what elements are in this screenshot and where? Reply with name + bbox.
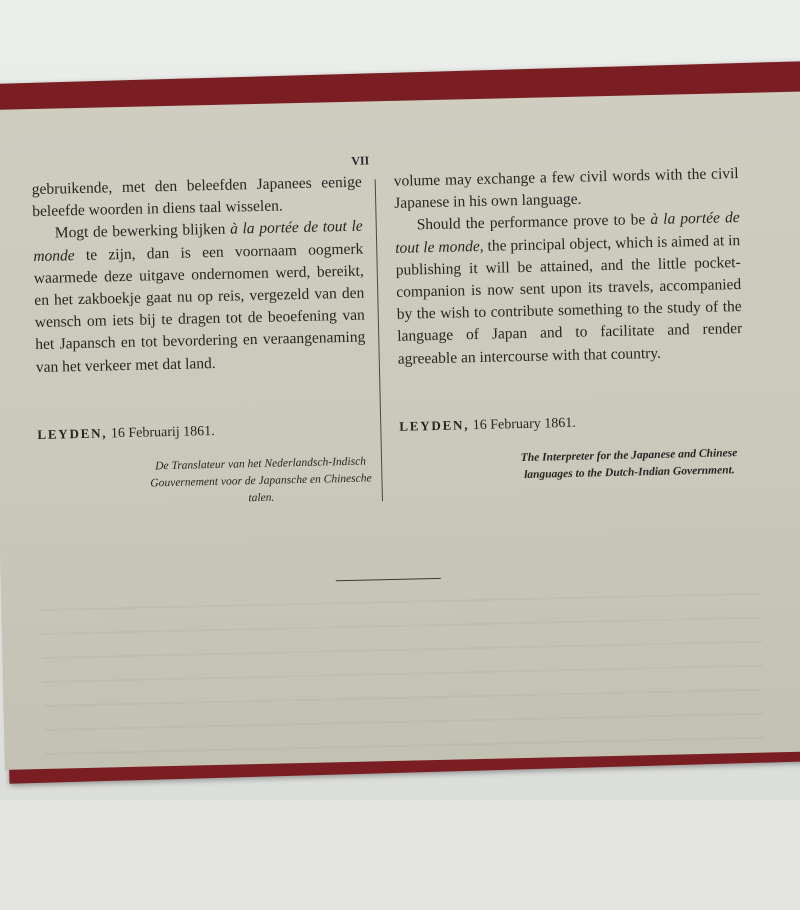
dutch-date: 16 Februarij 1861. (107, 423, 215, 442)
dutch-paragraph-2-end: te zijn, dan is een voornaam oogmerk waarmede deze uitgave ondernomen werd, bereikt, en het zakboekje gaat nu op reis, vergezeld van den wensch om iets bij te dragen tot de beoefening van het Japansch en tot bevordering en veraangenaming van het verkeer met dat land. (33, 240, 366, 376)
english-column (393, 163, 742, 371)
english-dateline (399, 415, 576, 436)
dutch-paragraph-2 (33, 216, 366, 379)
english-signature: The Interpreter for the Japanese and Chinese languages to the Dutch-Indian Government. (520, 447, 738, 481)
column-divider (375, 179, 383, 501)
english-paragraph-2-italic: à la portée de tout le monde (395, 209, 740, 257)
book-page (0, 91, 800, 770)
dutch-dateline (37, 423, 215, 444)
closing-rule (336, 578, 441, 581)
english-paragraph-1: volume may exchange a few civil words with the civil Japanese in his own language. (393, 165, 739, 213)
english-paragraph-2 (394, 207, 742, 370)
dutch-column (32, 172, 366, 379)
english-date: 16 February 1861. (469, 415, 577, 434)
dutch-paragraph-2-italic: à la portée de tout le monde (33, 217, 363, 265)
english-paragraph-2-end: , the principal object, which is aimed at in publishing it will be attained, and the little pocket-companion is now sent upon its travels, accompanied by the wish to contribute something to the study of the language of Japan and to facilitate and render agreeable an intercourse with that country. (395, 231, 743, 368)
dutch-paragraph-2-start: Mogt de bewerking blijken (54, 220, 231, 242)
page-number: VII (351, 153, 370, 168)
dutch-date-place: LEYDEN, (37, 425, 108, 443)
dutch-paragraph-1: gebruikende, met den beleefden Japanees eenige beleefde woorden in diens taal wisselen. (31, 173, 362, 221)
dutch-signature: De Translateur van het Nederlandsch-Indisch Gouvernement voor de Japansche en Chinesche talen. (150, 455, 372, 505)
bleed-through-text (41, 593, 764, 769)
english-paragraph-2-start: Should the performance prove to be (416, 211, 651, 234)
english-date-place: LEYDEN, (399, 417, 470, 434)
